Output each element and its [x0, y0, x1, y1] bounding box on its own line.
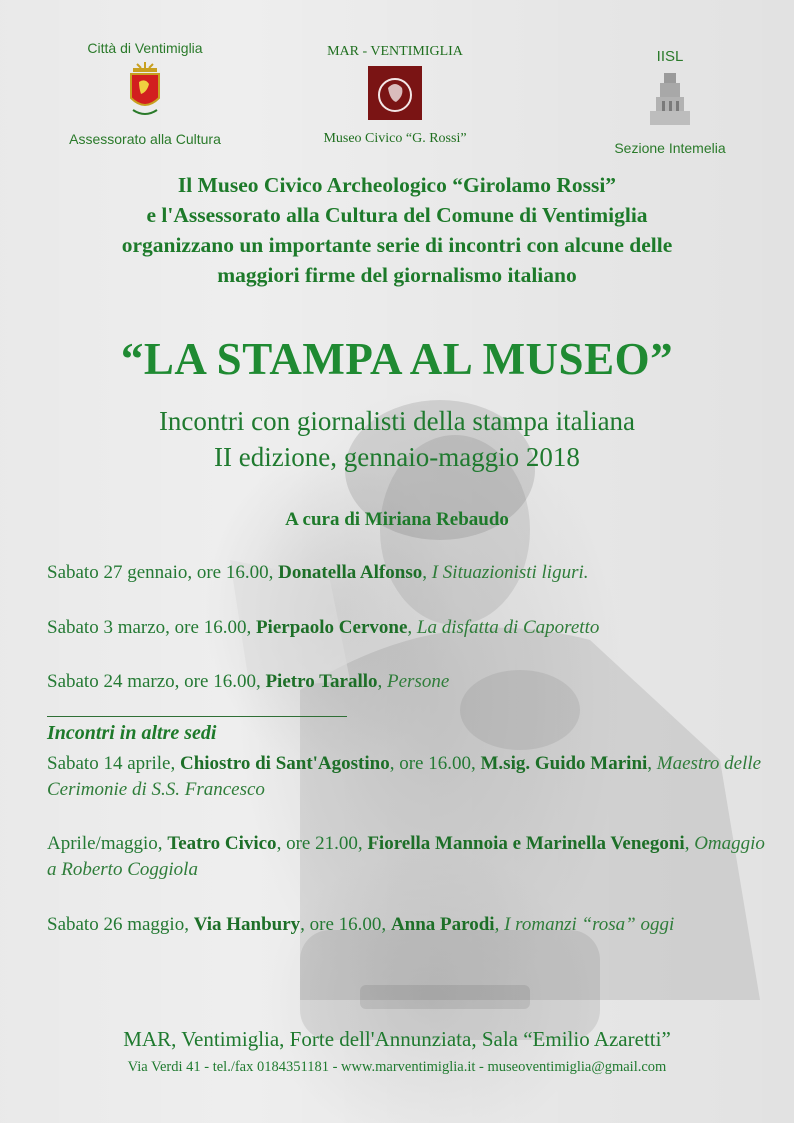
event-venue: Via Hanbury	[193, 914, 301, 935]
intro-line: organizzano un importante serie di incontri con alcune delle	[121, 233, 673, 257]
intro-paragraph	[40, 170, 754, 290]
event-when: Sabato 14 aprile,	[47, 753, 180, 774]
event-when: Aprile/maggio,	[47, 833, 168, 854]
event-sep: ,	[494, 914, 505, 935]
event-topic: La disfatta di Caporetto	[416, 617, 600, 638]
event-when: Sabato 26 maggio,	[47, 914, 194, 935]
event-subtitle	[20, 403, 774, 475]
event-speaker: Donatella Alfonso	[278, 562, 423, 583]
venue-address: MAR, Ventimiglia, Forte dell'Annunziata, Sala “Emilio Azaretti”	[123, 1027, 671, 1051]
coat-of-arms-icon	[127, 62, 163, 120]
intro-line: maggiori firme del giornalismo italiano	[217, 263, 577, 287]
museum-name: Museo Civico “G. Rossi”	[323, 131, 467, 146]
subtitle-line: II edizione, gennaio-maggio 2018	[214, 442, 580, 472]
event-sep: ,	[422, 562, 432, 583]
event-time: , ore 21.00,	[276, 833, 368, 854]
event-venue: Teatro Civico	[167, 833, 277, 854]
event-time: , ore 16.00,	[300, 914, 391, 935]
city-department: Assessorato alla Cultura	[69, 131, 221, 147]
section-divider	[47, 716, 347, 717]
museum-logo-block	[290, 44, 500, 147]
museum-abbrev: MAR - VENTIMIGLIA	[327, 44, 463, 59]
event-speaker: Pierpaolo Cervone	[255, 617, 408, 638]
event-sep: ,	[377, 671, 388, 692]
contact-info: Via Verdi 41 - tel./fax 0184351181 - www.marventimiglia.it - museoventimiglia@gmail.com	[127, 1059, 667, 1075]
museum-logo-icon	[368, 66, 422, 120]
monument-icon	[642, 71, 698, 129]
event-when: Sabato 27 gennaio, ore 16.00,	[47, 562, 279, 583]
event-speaker: M.sig. Guido Marini	[480, 753, 648, 774]
event-sep: ,	[684, 833, 695, 854]
iisl-section: Sezione Intemelia	[614, 140, 726, 156]
other-venues-heading: Incontri in altre sedi	[47, 722, 217, 744]
event-sep: ,	[647, 753, 657, 774]
event-speaker: Pietro Tarallo	[265, 671, 378, 692]
event-when: Sabato 24 marzo, ore 16.00,	[47, 671, 266, 692]
curator-credit: A cura di Miriana Rebaudo	[285, 509, 509, 530]
event-item	[47, 669, 767, 695]
city-name: Città di Ventimiglia	[87, 40, 203, 56]
event-speaker: Fiorella Mannoia e Marinella Venegoni	[367, 833, 685, 854]
event-topic: Maestro delle Cerimonie di S.S. Francesco	[47, 753, 762, 800]
event-item	[47, 560, 767, 586]
event-time: , ore 16.00,	[389, 753, 481, 774]
city-logo-block	[40, 40, 250, 147]
event-topic: I romanzi “rosa” oggi	[504, 914, 675, 935]
event-item	[47, 615, 767, 641]
subtitle-line: Incontri con giornalisti della stampa italiana	[158, 406, 636, 436]
event-speaker: Anna Parodi	[390, 914, 495, 935]
other-event-item	[47, 831, 767, 883]
intro-line: e l'Assessorato alla Cultura del Comune di Ventimiglia	[146, 203, 648, 227]
other-event-item	[47, 751, 767, 803]
event-topic: I Situazionisti liguri.	[431, 562, 589, 583]
event-topic: Omaggio a Roberto Coggiola	[47, 833, 765, 880]
iisl-abbrev: IISL	[656, 48, 684, 65]
event-when: Sabato 3 marzo, ore 16.00,	[47, 617, 256, 638]
intro-line: Il Museo Civico Archeologico “Girolamo Rossi”	[177, 173, 617, 197]
event-topic: Persone	[387, 671, 450, 692]
iisl-logo-block	[570, 48, 770, 156]
event-venue: Chiostro di Sant'Agostino	[179, 753, 390, 774]
other-event-item	[47, 912, 767, 938]
event-title: “LA STAMPA AL MUSEO”	[120, 334, 674, 384]
event-sep: ,	[407, 617, 417, 638]
